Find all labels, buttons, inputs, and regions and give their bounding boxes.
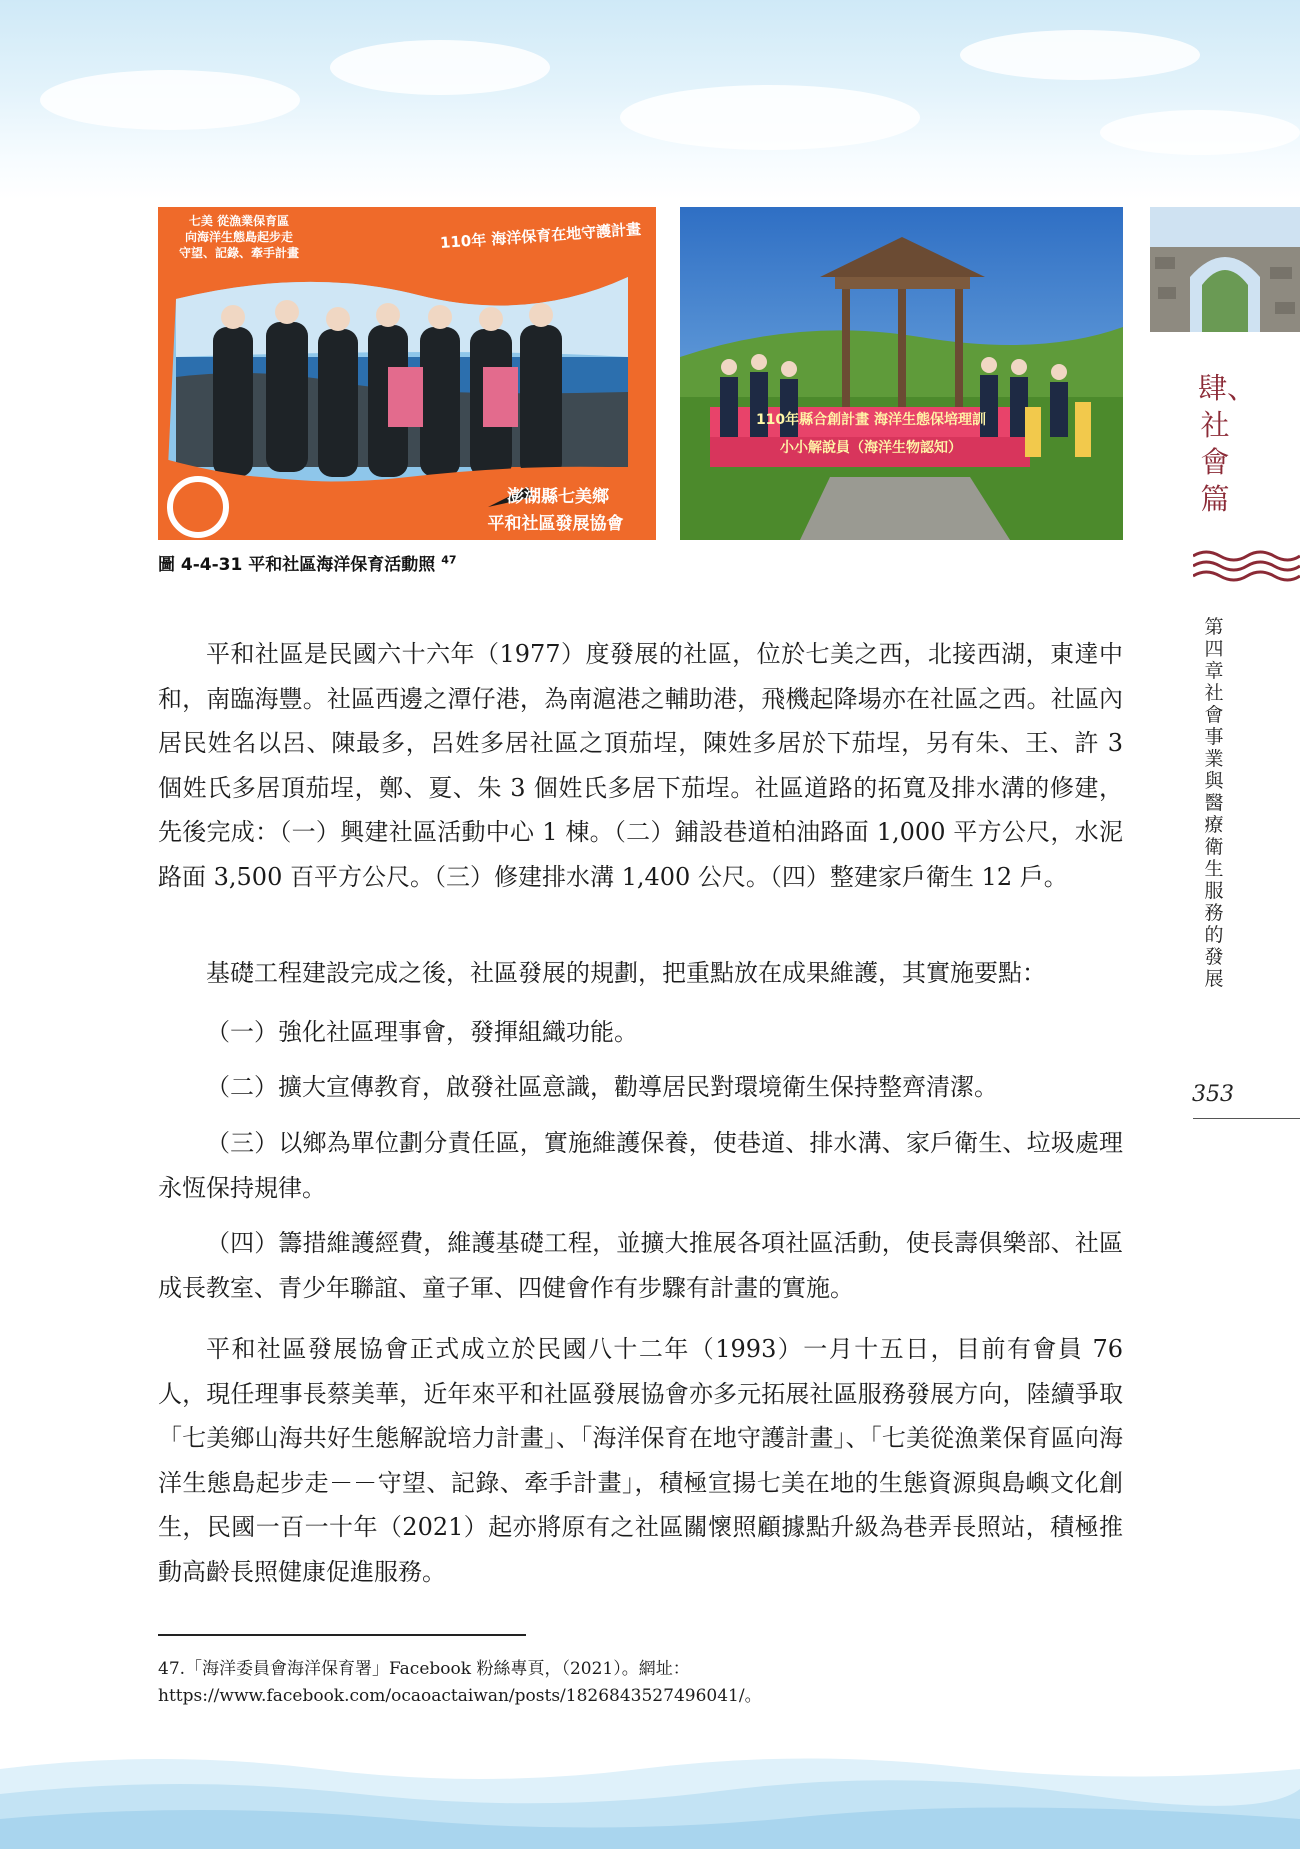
sky-header-background: [0, 0, 1300, 200]
cloud-shape: [620, 85, 920, 150]
left-photo-org-line2: 平和社區發展協會: [487, 514, 624, 534]
figure-caption-footnote-ref: 47: [441, 553, 457, 567]
body-paragraph-7: [158, 1327, 1123, 1594]
figure-caption-text: 圖 4-4-31 平和社區海洋保育活動照: [158, 555, 436, 575]
cloud-shape: [1100, 110, 1300, 155]
page-number: 353: [1192, 1082, 1234, 1107]
body-paragraph-3: [158, 1010, 1123, 1055]
paragraph-text: 基礎工程建設完成之後，社區發展的規劃，把重點放在成果維護，其實施要點：: [206, 959, 1046, 987]
community-marine-photo-left: [158, 207, 656, 540]
paragraph-text: 平和社區發展協會正式成立於民國八十二年（1993）一月十五日，目前有會員 76 人，現任理事長蔡美華，近年來平和社區發展協會亦多元拓展社區服務發展方向，陸續爭取「七美鄉山海共好生態解說培力計畫」、「海洋保育在地守護計畫」、「七美從漁業保育區向海洋生態島起步走－－守望、記錄、牽手計畫」，積極宣揚七美在地的生態資源與島嶼文化創生，民國一百一十年（2021）起亦將原有之社區關懷照顧據點升級為巷弄長照站，積極推動高齡長照健康促進服務。: [158, 1335, 1123, 1586]
right-photo-banner-line2: 小小解說員（海洋生物認知）: [780, 440, 962, 456]
chapter-label-vertical: 第四章 社會事業與醫療衛生服務的發展: [1204, 616, 1224, 990]
body-paragraph-2: [158, 951, 1123, 996]
paragraph-text: （四）籌措維護經費，維護基礎工程，並擴大推展各項社區活動，使長壽俱樂部、社區成長教室、青少年聯誼、童子軍、四健會作有步驟有計畫的實施。: [158, 1229, 1123, 1302]
left-photo-banner-left: 七美 從漁業保育區 向海洋生態島起步走 守望、記錄、牽手計畫: [178, 214, 299, 260]
paragraph-text: （三）以鄉為單位劃分責任區，實施維護保養，使巷道、排水溝、家戶衛生、垃圾處理永恆保持規律。: [158, 1129, 1123, 1202]
page-number-rule: [1193, 1118, 1300, 1119]
paragraph-text: 平和社區是民國六十六年（1977）度發展的社區，位於七美之西，北接西湖，東達中和，南臨海豐。社區西邊之潭仔港，為南滬港之輔助港，飛機起降場亦在社區之西。社區內居民姓名以呂、陳最多，呂姓多居社區之頂茄埕，陳姓多居於下茄埕，另有朱、王、許 3 個姓氏多居頂茄埕，鄭、夏、朱 3 個姓氏多居下茄埕。社區道路的拓寬及排水溝的修建，先後完成：（一）興建社區活動中心 1 棟。（二）鋪設巷道柏油路面 1,000 平方公尺，水泥路面 3,500 百平方公尺。（三）修建排水溝 1,400 公尺。（四）整建家戶衛生 12 戶。: [158, 640, 1123, 891]
figure-caption: [158, 550, 457, 575]
cloud-shape: [960, 30, 1200, 80]
paragraph-text: （一）強化社區理事會，發揮組織功能。: [206, 1018, 638, 1046]
cloud-shape: [330, 40, 550, 95]
cloud-shape: [40, 70, 300, 130]
sea-waves-footer: [0, 1739, 1300, 1849]
left-photo-banner-right: 110年 海洋保育在地守護計畫: [439, 219, 642, 253]
side-gate-photo: [1150, 207, 1300, 332]
body-paragraph-5: [158, 1121, 1123, 1210]
footnote-divider: [158, 1634, 526, 1636]
paragraph-text: （二）擴大宣傳教育，啟發社區意識，勸導居民對環境衛生保持整齊清潔。: [206, 1073, 998, 1101]
body-paragraph-6: [158, 1221, 1123, 1310]
footnote-text: 47.「海洋委員會海洋保育署」Facebook 粉絲專頁，（2021）。網址：https://www.facebook.com/ocaoactaiwan/posts/1826843527496041/。: [158, 1659, 762, 1706]
community-marine-photo-right: [680, 207, 1123, 540]
right-photo-banner-line1: 110年縣合創計畫 海洋生態保培理訓: [755, 412, 987, 428]
body-paragraph-1: [158, 632, 1123, 899]
footnote: [158, 1656, 1123, 1710]
left-photo-org-line1: 澎湖縣七美鄉: [507, 487, 609, 507]
section-title-vertical: 肆、社會篇: [1198, 371, 1257, 516]
body-paragraph-4: [158, 1065, 1123, 1110]
decorative-waves-icon: [1193, 550, 1300, 586]
